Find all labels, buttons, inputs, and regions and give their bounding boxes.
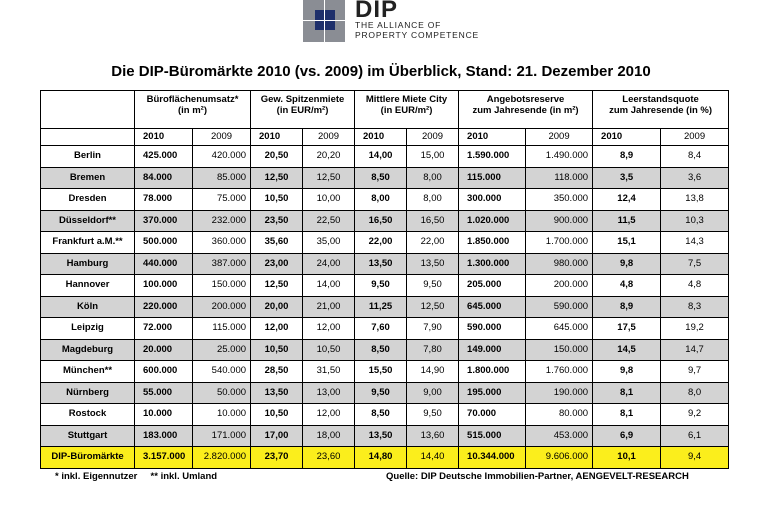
- value-2010-cell: 11,5: [593, 210, 661, 232]
- value-2009-cell: 3,6: [661, 167, 729, 189]
- value-2010-cell: 23,70: [251, 447, 303, 469]
- logo-tagline-2: PROPERTY COMPETENCE: [355, 30, 479, 40]
- group-header-spitzenmiete: Gew. Spitzenmiete (in EUR/m²): [251, 91, 355, 129]
- value-2009-cell: 9.606.000: [526, 447, 593, 469]
- city-cell: Bremen: [41, 167, 135, 189]
- value-2009-cell: 9,00: [407, 382, 459, 404]
- value-2009-cell: 35,00: [303, 232, 355, 254]
- group-header-row: [41, 91, 729, 129]
- value-2010-cell: 70.000: [459, 404, 526, 426]
- value-2009-cell: 13,00: [303, 382, 355, 404]
- value-2009-cell: 387.000: [193, 253, 251, 275]
- value-2009-cell: 75.000: [193, 189, 251, 211]
- logo-name: DIP: [355, 0, 399, 23]
- table-row: [41, 318, 729, 340]
- value-2010-cell: 78.000: [135, 189, 193, 211]
- value-2009-cell: 150.000: [526, 339, 593, 361]
- value-2009-cell: 14,7: [661, 339, 729, 361]
- group-header-leerstandsquote: Leerstandsquote zum Jahresende (in %): [593, 91, 729, 129]
- value-2009-cell: 360.000: [193, 232, 251, 254]
- value-2009-cell: 200.000: [193, 296, 251, 318]
- value-2009-cell: 900.000: [526, 210, 593, 232]
- table-row: [41, 404, 729, 426]
- value-2010-cell: 12,00: [251, 318, 303, 340]
- value-2009-cell: 1.760.000: [526, 361, 593, 383]
- table-row: [41, 275, 729, 297]
- value-2009-cell: 14,3: [661, 232, 729, 254]
- value-2009-cell: 8,4: [661, 146, 729, 168]
- value-2009-cell: 980.000: [526, 253, 593, 275]
- value-2009-cell: 22,50: [303, 210, 355, 232]
- value-2010-cell: 425.000: [135, 146, 193, 168]
- value-2009-cell: 15,00: [407, 146, 459, 168]
- value-2009-cell: 9,2: [661, 404, 729, 426]
- value-2009-cell: 10,00: [303, 189, 355, 211]
- value-2010-cell: 10,50: [251, 404, 303, 426]
- value-2010-cell: 8,50: [355, 339, 407, 361]
- corner-cell-2: [41, 129, 135, 146]
- value-2009-cell: 14,00: [303, 275, 355, 297]
- value-2009-cell: 18,00: [303, 425, 355, 447]
- table-row: [41, 146, 729, 168]
- city-cell: Berlin: [41, 146, 135, 168]
- value-2010-cell: 35,60: [251, 232, 303, 254]
- page-title: Die DIP-Büromärkte 2010 (vs. 2009) im Überblick, Stand: 21. Dezember 2010: [111, 63, 651, 80]
- value-2009-cell: 12,50: [303, 167, 355, 189]
- table-row: [41, 189, 729, 211]
- value-2010-cell: 10.000: [135, 404, 193, 426]
- value-2009-cell: 85.000: [193, 167, 251, 189]
- value-2010-cell: 115.000: [459, 167, 526, 189]
- value-2009-cell: 645.000: [526, 318, 593, 340]
- value-2010-cell: 9,8: [593, 253, 661, 275]
- value-2010-cell: 10,50: [251, 189, 303, 211]
- value-2009-cell: 19,2: [661, 318, 729, 340]
- table-row: [41, 382, 729, 404]
- value-2009-cell: 1.700.000: [526, 232, 593, 254]
- value-2010-cell: 1.590.000: [459, 146, 526, 168]
- value-2010-cell: 9,50: [355, 275, 407, 297]
- value-2009-cell: 7,90: [407, 318, 459, 340]
- value-2010-cell: 1.300.000: [459, 253, 526, 275]
- value-2009-cell: 115.000: [193, 318, 251, 340]
- city-cell: Magdeburg: [41, 339, 135, 361]
- value-2009-cell: 232.000: [193, 210, 251, 232]
- group-header-umsatz: Büroflächenumsatz* (in m²): [135, 91, 251, 129]
- city-cell: Leipzig: [41, 318, 135, 340]
- value-2010-cell: 14,80: [355, 447, 407, 469]
- value-2010-cell: 12,4: [593, 189, 661, 211]
- year-header-current: 2010: [459, 129, 526, 146]
- value-2010-cell: 1.020.000: [459, 210, 526, 232]
- office-market-table: [40, 90, 729, 469]
- city-cell: Dresden: [41, 189, 135, 211]
- value-2010-cell: 220.000: [135, 296, 193, 318]
- city-cell: Düsseldorf**: [41, 210, 135, 232]
- logo-text: [355, 0, 479, 40]
- value-2010-cell: 8,50: [355, 167, 407, 189]
- value-2009-cell: 14,40: [407, 447, 459, 469]
- value-2010-cell: 23,00: [251, 253, 303, 275]
- value-2010-cell: 645.000: [459, 296, 526, 318]
- value-2010-cell: 10.344.000: [459, 447, 526, 469]
- value-2009-cell: 540.000: [193, 361, 251, 383]
- value-2009-cell: 20,20: [303, 146, 355, 168]
- corner-cell: [41, 91, 135, 129]
- value-2010-cell: 22,00: [355, 232, 407, 254]
- value-2009-cell: 16,50: [407, 210, 459, 232]
- value-2010-cell: 8,9: [593, 296, 661, 318]
- value-2010-cell: 4,8: [593, 275, 661, 297]
- dip-logo: [303, 0, 523, 46]
- value-2010-cell: 300.000: [459, 189, 526, 211]
- value-2010-cell: 10,1: [593, 447, 661, 469]
- value-2010-cell: 17,00: [251, 425, 303, 447]
- value-2009-cell: 8,0: [661, 382, 729, 404]
- value-2009-cell: 1.490.000: [526, 146, 593, 168]
- value-2009-cell: 7,80: [407, 339, 459, 361]
- table-row: [41, 296, 729, 318]
- value-2010-cell: 590.000: [459, 318, 526, 340]
- value-2009-cell: 7,5: [661, 253, 729, 275]
- value-2010-cell: 370.000: [135, 210, 193, 232]
- value-2009-cell: 200.000: [526, 275, 593, 297]
- value-2009-cell: 22,00: [407, 232, 459, 254]
- value-2010-cell: 72.000: [135, 318, 193, 340]
- value-2009-cell: 9,4: [661, 447, 729, 469]
- city-cell: Stuttgart: [41, 425, 135, 447]
- value-2009-cell: 10,3: [661, 210, 729, 232]
- city-cell: Frankfurt a.M.**: [41, 232, 135, 254]
- value-2009-cell: 9,50: [407, 275, 459, 297]
- value-2009-cell: 590.000: [526, 296, 593, 318]
- table-row: [41, 167, 729, 189]
- value-2010-cell: 28,50: [251, 361, 303, 383]
- value-2010-cell: 8,00: [355, 189, 407, 211]
- table-row: [41, 253, 729, 275]
- year-header-current: 2010: [135, 129, 193, 146]
- value-2010-cell: 3.157.000: [135, 447, 193, 469]
- value-2009-cell: 31,50: [303, 361, 355, 383]
- value-2010-cell: 13,50: [355, 253, 407, 275]
- year-header-previous: 2009: [661, 129, 729, 146]
- value-2010-cell: 12,50: [251, 167, 303, 189]
- city-cell: Rostock: [41, 404, 135, 426]
- value-2010-cell: 8,50: [355, 404, 407, 426]
- value-2010-cell: 183.000: [135, 425, 193, 447]
- value-2009-cell: 150.000: [193, 275, 251, 297]
- value-2009-cell: 50.000: [193, 382, 251, 404]
- city-cell: Köln: [41, 296, 135, 318]
- value-2010-cell: 20,00: [251, 296, 303, 318]
- value-2010-cell: 195.000: [459, 382, 526, 404]
- value-2010-cell: 55.000: [135, 382, 193, 404]
- table-row: [41, 210, 729, 232]
- value-2009-cell: 24,00: [303, 253, 355, 275]
- year-header-previous: 2009: [193, 129, 251, 146]
- value-2010-cell: 149.000: [459, 339, 526, 361]
- value-2010-cell: 17,5: [593, 318, 661, 340]
- value-2009-cell: 10.000: [193, 404, 251, 426]
- dip-logo-mark-icon: [303, 0, 345, 42]
- value-2009-cell: 23,60: [303, 447, 355, 469]
- value-2010-cell: 1.800.000: [459, 361, 526, 383]
- value-2009-cell: 13,50: [407, 253, 459, 275]
- value-2009-cell: 118.000: [526, 167, 593, 189]
- value-2009-cell: 12,00: [303, 318, 355, 340]
- year-header-previous: 2009: [407, 129, 459, 146]
- value-2010-cell: 15,1: [593, 232, 661, 254]
- value-2009-cell: 25.000: [193, 339, 251, 361]
- value-2010-cell: 11,25: [355, 296, 407, 318]
- value-2010-cell: 500.000: [135, 232, 193, 254]
- value-2010-cell: 7,60: [355, 318, 407, 340]
- value-2010-cell: 6,9: [593, 425, 661, 447]
- table-row: [41, 232, 729, 254]
- value-2010-cell: 20,50: [251, 146, 303, 168]
- source-note: Quelle: DIP Deutsche Immobilien-Partner, AENGEVELT-RESEARCH: [386, 471, 689, 482]
- value-2009-cell: 4,8: [661, 275, 729, 297]
- value-2010-cell: 15,50: [355, 361, 407, 383]
- value-2010-cell: 8,1: [593, 382, 661, 404]
- value-2009-cell: 420.000: [193, 146, 251, 168]
- value-2009-cell: 13,8: [661, 189, 729, 211]
- year-header-current: 2010: [251, 129, 303, 146]
- value-2010-cell: 8,1: [593, 404, 661, 426]
- group-header-mittlere-miete: Mittlere Miete City (in EUR/m²): [355, 91, 459, 129]
- value-2009-cell: 21,00: [303, 296, 355, 318]
- value-2010-cell: 8,9: [593, 146, 661, 168]
- value-2009-cell: 12,50: [407, 296, 459, 318]
- value-2010-cell: 205.000: [459, 275, 526, 297]
- value-2010-cell: 600.000: [135, 361, 193, 383]
- table-row: [41, 361, 729, 383]
- table-body: [41, 146, 729, 469]
- value-2010-cell: 23,50: [251, 210, 303, 232]
- table-row: [41, 339, 729, 361]
- year-header-current: 2010: [355, 129, 407, 146]
- table-row: [41, 425, 729, 447]
- value-2010-cell: 1.850.000: [459, 232, 526, 254]
- value-2010-cell: 10,50: [251, 339, 303, 361]
- value-2009-cell: 8,00: [407, 167, 459, 189]
- value-2010-cell: 84.000: [135, 167, 193, 189]
- value-2010-cell: 14,5: [593, 339, 661, 361]
- value-2009-cell: 10,50: [303, 339, 355, 361]
- value-2009-cell: 13,60: [407, 425, 459, 447]
- value-2010-cell: 3,5: [593, 167, 661, 189]
- year-header-previous: 2009: [303, 129, 355, 146]
- value-2009-cell: 2.820.000: [193, 447, 251, 469]
- value-2010-cell: 13,50: [355, 425, 407, 447]
- value-2010-cell: 12,50: [251, 275, 303, 297]
- year-header-previous: 2009: [526, 129, 593, 146]
- year-header-row: [41, 129, 729, 146]
- year-header-current: 2010: [593, 129, 661, 146]
- value-2009-cell: 12,00: [303, 404, 355, 426]
- value-2009-cell: 171.000: [193, 425, 251, 447]
- value-2009-cell: 80.000: [526, 404, 593, 426]
- value-2009-cell: 8,3: [661, 296, 729, 318]
- value-2009-cell: 190.000: [526, 382, 593, 404]
- footnote: * inkl. Eigennutzer ** inkl. Umland: [55, 471, 218, 482]
- value-2009-cell: 453.000: [526, 425, 593, 447]
- city-cell: Nürnberg: [41, 382, 135, 404]
- value-2010-cell: 440.000: [135, 253, 193, 275]
- value-2010-cell: 9,8: [593, 361, 661, 383]
- city-cell: München**: [41, 361, 135, 383]
- total-row: [41, 447, 729, 469]
- value-2009-cell: 6,1: [661, 425, 729, 447]
- value-2009-cell: 9,7: [661, 361, 729, 383]
- city-cell: Hannover: [41, 275, 135, 297]
- city-cell: DIP-Büromärkte: [41, 447, 135, 469]
- value-2010-cell: 14,00: [355, 146, 407, 168]
- group-header-angebotsreserve: Angebotsreserve zum Jahresende (in m²): [459, 91, 593, 129]
- value-2010-cell: 20.000: [135, 339, 193, 361]
- value-2010-cell: 515.000: [459, 425, 526, 447]
- value-2009-cell: 8,00: [407, 189, 459, 211]
- value-2009-cell: 14,90: [407, 361, 459, 383]
- value-2010-cell: 13,50: [251, 382, 303, 404]
- value-2010-cell: 9,50: [355, 382, 407, 404]
- value-2010-cell: 100.000: [135, 275, 193, 297]
- logo-tagline-1: THE ALLIANCE OF: [355, 20, 442, 30]
- value-2010-cell: 16,50: [355, 210, 407, 232]
- value-2009-cell: 9,50: [407, 404, 459, 426]
- city-cell: Hamburg: [41, 253, 135, 275]
- value-2009-cell: 350.000: [526, 189, 593, 211]
